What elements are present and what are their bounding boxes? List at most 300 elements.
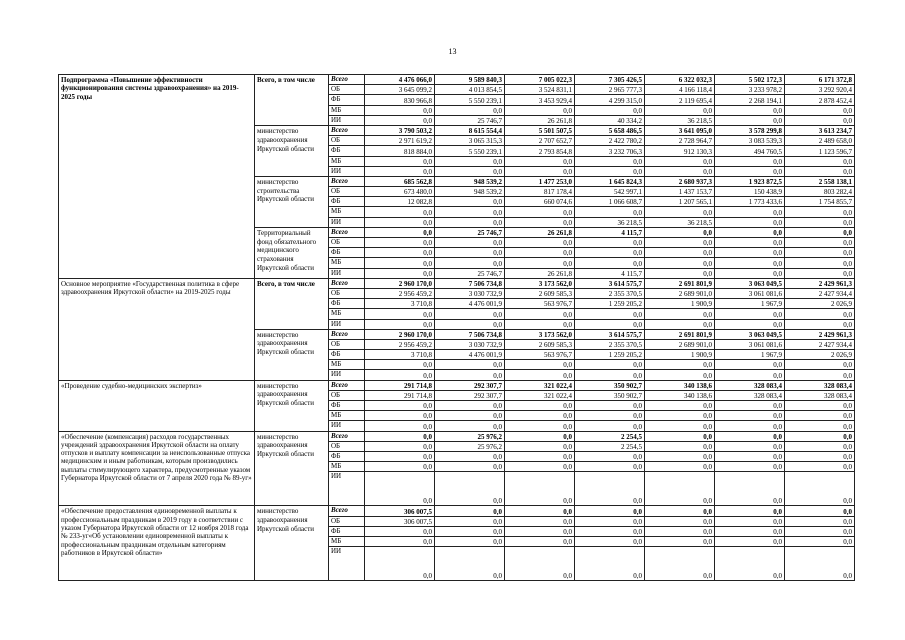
funding-source: ОБ <box>329 136 365 146</box>
amount-cell: 1 259 205,2 <box>575 350 645 360</box>
amount-cell: 0,0 <box>785 258 855 268</box>
amount-cell: 0,0 <box>435 526 505 536</box>
amount-cell: 0,0 <box>785 309 855 319</box>
amount-cell: 0,0 <box>645 536 715 546</box>
amount-cell: 4 115,7 <box>575 227 645 237</box>
amount-cell: 321 022,4 <box>505 390 575 400</box>
amount-cell: 2 427 934,4 <box>785 339 855 349</box>
funding-source: ИИ <box>329 547 365 581</box>
amount-cell: 0,0 <box>365 451 435 461</box>
amount-cell: 40 334,2 <box>575 115 645 125</box>
amount-cell: 2 119 695,4 <box>645 95 715 105</box>
amount-cell: 0,0 <box>715 360 785 370</box>
amount-cell: 0,0 <box>645 472 715 506</box>
amount-cell: 5 501 507,5 <box>505 125 575 135</box>
amount-cell: 0,0 <box>645 370 715 380</box>
amount-cell: 2 965 777,3 <box>575 85 645 95</box>
amount-cell: 3 061 081,6 <box>715 288 785 298</box>
amount-cell: 0,0 <box>505 238 575 248</box>
amount-cell: 0,0 <box>435 258 505 268</box>
amount-cell: 26 261,8 <box>505 268 575 278</box>
funding-source: МБ <box>329 462 365 472</box>
table-row <box>59 506 855 516</box>
amount-cell: 6 171 372,8 <box>785 75 855 85</box>
amount-cell: 0,0 <box>575 451 645 461</box>
page-number: 13 <box>448 47 457 56</box>
amount-cell: 0,0 <box>365 360 435 370</box>
amount-cell: 7 305 426,5 <box>575 75 645 85</box>
amount-cell: 0,0 <box>505 451 575 461</box>
amount-cell: 3 578 299,8 <box>715 125 785 135</box>
amount-cell: 0,0 <box>715 516 785 526</box>
amount-cell: 0,0 <box>365 258 435 268</box>
amount-cell: 2 609 585,3 <box>505 339 575 349</box>
amount-cell: 948 539,2 <box>435 176 505 186</box>
amount-cell: 0,0 <box>435 462 505 472</box>
amount-cell: 0,0 <box>435 156 505 166</box>
responsible-executor: министерство здравоохранения Иркутской области <box>255 431 329 506</box>
amount-cell: 2 427 934,4 <box>785 288 855 298</box>
amount-cell: 2 689 901,0 <box>645 339 715 349</box>
funding-source: Всего <box>329 75 365 85</box>
amount-cell: 0,0 <box>645 258 715 268</box>
funding-source: ОБ <box>329 390 365 400</box>
amount-cell: 0,0 <box>435 401 505 411</box>
amount-cell: 0,0 <box>575 462 645 472</box>
amount-cell: 3 083 539,3 <box>715 136 785 146</box>
amount-cell: 0,0 <box>785 472 855 506</box>
amount-cell: 2 422 780,2 <box>575 136 645 146</box>
funding-source: ИИ <box>329 115 365 125</box>
funding-source: Всего <box>329 125 365 135</box>
amount-cell: 0,0 <box>435 547 505 581</box>
funding-source: Всего <box>329 431 365 441</box>
funding-source: ФБ <box>329 350 365 360</box>
funding-source: Всего <box>329 227 365 237</box>
funding-source: ОБ <box>329 187 365 197</box>
amount-cell: 3 030 732,9 <box>435 288 505 298</box>
amount-cell: 5 658 486,5 <box>575 125 645 135</box>
amount-cell: 0,0 <box>785 462 855 472</box>
amount-cell: 2 254,5 <box>575 441 645 451</box>
amount-cell: 0,0 <box>785 156 855 166</box>
amount-cell: 0,0 <box>505 248 575 258</box>
amount-cell: 2 878 452,4 <box>785 95 855 105</box>
amount-cell: 0,0 <box>715 248 785 258</box>
amount-cell: 0,0 <box>575 156 645 166</box>
amount-cell: 0,0 <box>785 319 855 329</box>
funding-source: ОБ <box>329 288 365 298</box>
amount-cell: 0,0 <box>435 506 505 516</box>
amount-cell: 0,0 <box>365 547 435 581</box>
amount-cell: 292 307,7 <box>435 380 505 390</box>
program-name: «Обеспечение (компенсация) расходов государственных учреждений здравоохранения Иркутской области на оплату отпусков и выплату компенсации за неиспользованные отпуска медицинским и иным работникам, которым производились выплаты стимулирующего характера, предусмотренные указом Губернатора Иркутской области от 7 апреля 2020 года № 89-уг» <box>59 431 255 506</box>
amount-cell: 3 232 706,3 <box>575 146 645 156</box>
amount-cell: 685 562,8 <box>365 176 435 186</box>
amount-cell: 150 438,9 <box>715 187 785 197</box>
amount-cell: 0,0 <box>365 217 435 227</box>
amount-cell: 0,0 <box>505 207 575 217</box>
amount-cell: 1 773 433,6 <box>715 197 785 207</box>
amount-cell: 2 960 170,0 <box>365 329 435 339</box>
amount-cell: 2 355 370,5 <box>575 288 645 298</box>
amount-cell: 0,0 <box>645 105 715 115</box>
amount-cell: 4 476 001,9 <box>435 299 505 309</box>
amount-cell: 0,0 <box>435 451 505 461</box>
amount-cell: 0,0 <box>435 370 505 380</box>
amount-cell: 673 480,0 <box>365 187 435 197</box>
amount-cell: 36 218,5 <box>645 217 715 227</box>
funding-source: ИИ <box>329 370 365 380</box>
funding-source: ИИ <box>329 319 365 329</box>
amount-cell: 0,0 <box>365 207 435 217</box>
funding-source: ФБ <box>329 401 365 411</box>
amount-cell: 350 902,7 <box>575 380 645 390</box>
amount-cell: 563 976,7 <box>505 299 575 309</box>
amount-cell: 2 691 801,9 <box>645 278 715 288</box>
responsible-executor: министерство здравоохранения Иркутской области <box>255 125 329 176</box>
amount-cell: 2 689 901,0 <box>645 288 715 298</box>
amount-cell: 0,0 <box>575 105 645 115</box>
amount-cell: 0,0 <box>785 227 855 237</box>
amount-cell: 25 976,2 <box>435 441 505 451</box>
amount-cell: 1 645 824,3 <box>575 176 645 186</box>
amount-cell: 5 550 239,1 <box>435 95 505 105</box>
amount-cell: 0,0 <box>715 411 785 421</box>
funding-source: МБ <box>329 156 365 166</box>
table-row <box>59 75 855 85</box>
amount-cell: 0,0 <box>365 431 435 441</box>
amount-cell: 0,0 <box>645 227 715 237</box>
amount-cell: 0,0 <box>435 197 505 207</box>
amount-cell: 0,0 <box>365 105 435 115</box>
amount-cell: 0,0 <box>505 516 575 526</box>
amount-cell: 0,0 <box>505 319 575 329</box>
amount-cell: 1 477 253,0 <box>505 176 575 186</box>
responsible-executor: Всего, в том числе <box>255 278 329 329</box>
amount-cell: 0,0 <box>435 238 505 248</box>
amount-cell: 5 550 239,1 <box>435 146 505 156</box>
funding-source: МБ <box>329 258 365 268</box>
amount-cell: 4 476 001,9 <box>435 350 505 360</box>
amount-cell: 0,0 <box>715 166 785 176</box>
amount-cell: 0,0 <box>715 370 785 380</box>
amount-cell: 0,0 <box>785 421 855 431</box>
amount-cell: 0,0 <box>365 536 435 546</box>
table-row <box>59 431 855 441</box>
amount-cell: 25 746,7 <box>435 268 505 278</box>
amount-cell: 0,0 <box>435 105 505 115</box>
amount-cell: 0,0 <box>715 451 785 461</box>
amount-cell: 0,0 <box>435 309 505 319</box>
amount-cell: 0,0 <box>505 506 575 516</box>
amount-cell: 0,0 <box>785 506 855 516</box>
funding-source: ИИ <box>329 268 365 278</box>
amount-cell: 1 066 608,7 <box>575 197 645 207</box>
amount-cell: 3 292 920,4 <box>785 85 855 95</box>
amount-cell: 3 173 562,0 <box>505 329 575 339</box>
amount-cell: 0,0 <box>575 401 645 411</box>
amount-cell: 3 030 732,9 <box>435 339 505 349</box>
funding-source: Всего <box>329 380 365 390</box>
amount-cell: 2 489 658,0 <box>785 136 855 146</box>
funding-source: ИИ <box>329 217 365 227</box>
amount-cell: 1 123 596,7 <box>785 146 855 156</box>
amount-cell: 0,0 <box>715 268 785 278</box>
amount-cell: 4 476 066,0 <box>365 75 435 85</box>
amount-cell: 1 754 855,7 <box>785 197 855 207</box>
amount-cell: 4 115,7 <box>575 268 645 278</box>
amount-cell: 0,0 <box>575 166 645 176</box>
amount-cell: 0,0 <box>645 431 715 441</box>
amount-cell: 0,0 <box>505 217 575 227</box>
responsible-executor: Территориальный фонд обязательного медицинского страхования Иркутской области <box>255 227 329 278</box>
amount-cell: 5 502 172,3 <box>715 75 785 85</box>
responsible-executor: Всего, в том числе <box>255 75 329 126</box>
amount-cell: 0,0 <box>715 217 785 227</box>
amount-cell: 0,0 <box>715 156 785 166</box>
amount-cell: 542 997,1 <box>575 187 645 197</box>
amount-cell: 2 026,9 <box>785 299 855 309</box>
amount-cell: 3 613 234,7 <box>785 125 855 135</box>
amount-cell: 0,0 <box>785 441 855 451</box>
amount-cell: 912 130,3 <box>645 146 715 156</box>
amount-cell: 2 429 961,3 <box>785 278 855 288</box>
amount-cell: 0,0 <box>575 319 645 329</box>
amount-cell: 0,0 <box>785 115 855 125</box>
amount-cell: 0,0 <box>365 526 435 536</box>
amount-cell: 494 760,5 <box>715 146 785 156</box>
amount-cell: 803 282,4 <box>785 187 855 197</box>
responsible-executor: министерство строительства Иркутской области <box>255 176 329 227</box>
amount-cell: 0,0 <box>505 526 575 536</box>
amount-cell: 0,0 <box>785 547 855 581</box>
funding-source: ОБ <box>329 516 365 526</box>
funding-source: ФБ <box>329 451 365 461</box>
amount-cell: 0,0 <box>715 441 785 451</box>
program-name: Основное мероприятие «Государственная политика в сфере здравоохранения Иркутской области» на 2019-2025 годы <box>59 278 255 380</box>
amount-cell: 660 074,6 <box>505 197 575 207</box>
amount-cell: 0,0 <box>505 258 575 268</box>
funding-source: МБ <box>329 207 365 217</box>
amount-cell: 12 082,8 <box>365 197 435 207</box>
program-name: «Проведение судебно-медицинских экспертиз» <box>59 380 255 431</box>
amount-cell: 0,0 <box>715 431 785 441</box>
amount-cell: 0,0 <box>785 451 855 461</box>
amount-cell: 0,0 <box>575 526 645 536</box>
amount-cell: 0,0 <box>785 238 855 248</box>
funding-source: ФБ <box>329 526 365 536</box>
amount-cell: 0,0 <box>645 156 715 166</box>
amount-cell: 0,0 <box>365 248 435 258</box>
amount-cell: 1 437 153,7 <box>645 187 715 197</box>
funding-source: ОБ <box>329 85 365 95</box>
amount-cell: 2 680 937,3 <box>645 176 715 186</box>
amount-cell: 0,0 <box>505 462 575 472</box>
amount-cell: 1 923 872,5 <box>715 176 785 186</box>
amount-cell: 0,0 <box>435 411 505 421</box>
amount-cell: 0,0 <box>645 451 715 461</box>
amount-cell: 0,0 <box>645 506 715 516</box>
funding-source: ИИ <box>329 421 365 431</box>
amount-cell: 0,0 <box>785 516 855 526</box>
amount-cell: 0,0 <box>435 360 505 370</box>
amount-cell: 0,0 <box>715 105 785 115</box>
amount-cell: 3 063 049,5 <box>715 278 785 288</box>
amount-cell: 0,0 <box>575 516 645 526</box>
amount-cell: 0,0 <box>715 472 785 506</box>
amount-cell: 3 710,8 <box>365 350 435 360</box>
amount-cell: 0,0 <box>365 227 435 237</box>
table-body <box>59 75 855 581</box>
amount-cell: 0,0 <box>505 441 575 451</box>
amount-cell: 0,0 <box>645 248 715 258</box>
amount-cell: 2 609 585,3 <box>505 288 575 298</box>
amount-cell: 0,0 <box>365 401 435 411</box>
amount-cell: 6 322 032,3 <box>645 75 715 85</box>
responsible-executor: министерство здравоохранения Иркутской области <box>255 329 329 380</box>
funding-source: Всего <box>329 278 365 288</box>
amount-cell: 0,0 <box>575 472 645 506</box>
amount-cell: 0,0 <box>785 370 855 380</box>
amount-cell: 3 173 562,0 <box>505 278 575 288</box>
amount-cell: 0,0 <box>505 370 575 380</box>
amount-cell: 340 138,6 <box>645 390 715 400</box>
amount-cell: 2 691 801,9 <box>645 329 715 339</box>
funding-source: МБ <box>329 309 365 319</box>
amount-cell: 2 728 964,7 <box>645 136 715 146</box>
amount-cell: 0,0 <box>645 319 715 329</box>
amount-cell: 2 355 370,5 <box>575 339 645 349</box>
amount-cell: 0,0 <box>785 431 855 441</box>
amount-cell: 830 966,8 <box>365 95 435 105</box>
funding-source: ФБ <box>329 299 365 309</box>
amount-cell: 1 207 565,1 <box>645 197 715 207</box>
amount-cell: 0,0 <box>505 411 575 421</box>
amount-cell: 0,0 <box>645 309 715 319</box>
amount-cell: 9 589 840,3 <box>435 75 505 85</box>
amount-cell: 0,0 <box>785 536 855 546</box>
amount-cell: 0,0 <box>785 248 855 258</box>
amount-cell: 1 900,9 <box>645 299 715 309</box>
amount-cell: 321 022,4 <box>505 380 575 390</box>
amount-cell: 0,0 <box>365 441 435 451</box>
funding-source: ИИ <box>329 472 365 506</box>
amount-cell: 0,0 <box>785 526 855 536</box>
amount-cell: 7 005 022,3 <box>505 75 575 85</box>
funding-source: ФБ <box>329 95 365 105</box>
amount-cell: 0,0 <box>435 421 505 431</box>
amount-cell: 1 900,9 <box>645 350 715 360</box>
amount-cell: 0,0 <box>715 115 785 125</box>
amount-cell: 291 714,8 <box>365 390 435 400</box>
funding-source: ОБ <box>329 339 365 349</box>
amount-cell: 0,0 <box>785 401 855 411</box>
amount-cell: 0,0 <box>575 238 645 248</box>
amount-cell: 0,0 <box>575 536 645 546</box>
amount-cell: 0,0 <box>575 547 645 581</box>
amount-cell: 0,0 <box>785 360 855 370</box>
table-row <box>59 278 855 288</box>
amount-cell: 2 971 619,2 <box>365 136 435 146</box>
amount-cell: 0,0 <box>505 536 575 546</box>
amount-cell: 3 453 929,4 <box>505 95 575 105</box>
program-name: «Обеспечение предоставления единовременной выплаты к профессиональным праздникам в 2019 году в соответствии с указом Губернатора Иркутской области от 12 ноября 2018 года № 233-уг«Об установлении единовременной выплаты к профессиональным праздникам отдельным категориям работников в Иркутской области» <box>59 506 255 581</box>
responsible-executor: министерство здравоохранения Иркутской области <box>255 506 329 581</box>
amount-cell: 0,0 <box>435 207 505 217</box>
amount-cell: 328 083,4 <box>715 390 785 400</box>
amount-cell: 291 714,8 <box>365 380 435 390</box>
amount-cell: 0,0 <box>785 166 855 176</box>
amount-cell: 0,0 <box>435 319 505 329</box>
amount-cell: 0,0 <box>365 156 435 166</box>
amount-cell: 25 746,7 <box>435 115 505 125</box>
amount-cell: 3 641 095,0 <box>645 125 715 135</box>
amount-cell: 0,0 <box>715 536 785 546</box>
amount-cell: 2 558 138,1 <box>785 176 855 186</box>
amount-cell: 292 307,7 <box>435 390 505 400</box>
amount-cell: 2 254,5 <box>575 431 645 441</box>
amount-cell: 0,0 <box>715 309 785 319</box>
funding-source: Всего <box>329 329 365 339</box>
amount-cell: 0,0 <box>645 360 715 370</box>
budget-table <box>58 74 855 581</box>
amount-cell: 0,0 <box>575 506 645 516</box>
amount-cell: 306 007,5 <box>365 506 435 516</box>
program-name: Подпрограмма «Повышение эффективности функционирования системы здравоохранения» на 2019-2025 годы <box>59 75 255 279</box>
amount-cell: 0,0 <box>645 547 715 581</box>
funding-source: ФБ <box>329 197 365 207</box>
amount-cell: 0,0 <box>505 166 575 176</box>
amount-cell: 0,0 <box>435 166 505 176</box>
amount-cell: 0,0 <box>365 238 435 248</box>
amount-cell: 328 083,4 <box>785 380 855 390</box>
amount-cell: 36 218,5 <box>575 217 645 227</box>
responsible-executor: министерство здравоохранения Иркутской области <box>255 380 329 431</box>
amount-cell: 0,0 <box>505 431 575 441</box>
amount-cell: 0,0 <box>785 207 855 217</box>
amount-cell: 0,0 <box>715 258 785 268</box>
amount-cell: 0,0 <box>575 309 645 319</box>
amount-cell: 3 233 978,2 <box>715 85 785 95</box>
amount-cell: 3 710,8 <box>365 299 435 309</box>
amount-cell: 0,0 <box>645 441 715 451</box>
amount-cell: 0,0 <box>785 105 855 115</box>
amount-cell: 0,0 <box>715 207 785 217</box>
amount-cell: 0,0 <box>645 462 715 472</box>
amount-cell: 0,0 <box>575 258 645 268</box>
funding-source: МБ <box>329 411 365 421</box>
amount-cell: 0,0 <box>505 472 575 506</box>
amount-cell: 0,0 <box>785 411 855 421</box>
amount-cell: 3 061 081,6 <box>715 339 785 349</box>
amount-cell: 0,0 <box>785 217 855 227</box>
amount-cell: 0,0 <box>645 166 715 176</box>
amount-cell: 8 615 554,4 <box>435 125 505 135</box>
amount-cell: 2 956 459,2 <box>365 288 435 298</box>
amount-cell: 0,0 <box>715 319 785 329</box>
amount-cell: 306 007,5 <box>365 516 435 526</box>
amount-cell: 1 259 205,2 <box>575 299 645 309</box>
amount-cell: 2 268 194,1 <box>715 95 785 105</box>
amount-cell: 0,0 <box>785 268 855 278</box>
amount-cell: 0,0 <box>505 401 575 411</box>
amount-cell: 1 967,9 <box>715 299 785 309</box>
amount-cell: 0,0 <box>365 166 435 176</box>
amount-cell: 36 218,5 <box>645 115 715 125</box>
amount-cell: 0,0 <box>365 268 435 278</box>
amount-cell: 0,0 <box>645 516 715 526</box>
